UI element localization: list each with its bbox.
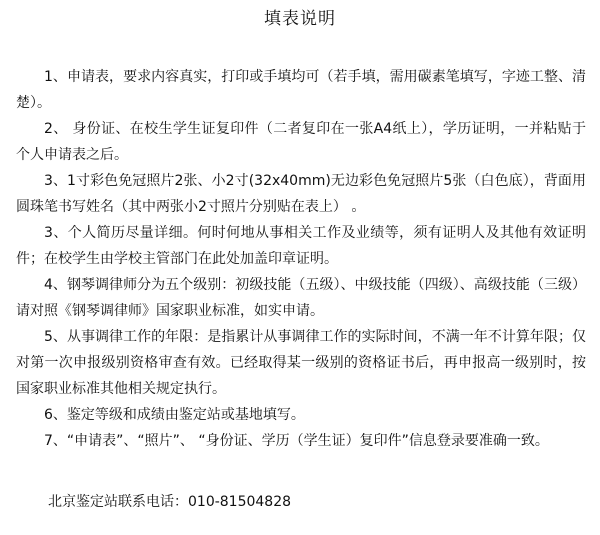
instruction-item: 6、鉴定等级和成绩由鉴定站或基地填写。 bbox=[44, 407, 305, 423]
contact-phone-line: 北京鉴定站联系电话：010-81504828 bbox=[48, 494, 292, 510]
instruction-item: 1、申请表，要求内容真实，打印或手填均可（若手填，需用碳素笔填写，字迹工整、清楚）。 bbox=[16, 69, 586, 111]
instruction-item: 3、1寸彩色免冠照片2张、小2寸(32x40mm)无边彩色免冠照片5张（白色底），背面用圆珠笔书写姓名（其中两张小2寸照片分别贴在表上） 。 bbox=[16, 173, 586, 215]
instruction-item: 4、钢琴调律师分为五个级别：初级技能（五级）、中级技能（四级）、高级技能（三级）请对照《钢琴调律师》国家职业标准，如实申请。 bbox=[16, 277, 586, 319]
instruction-item: 7、“申请表”、“照片”、 “身份证、学历（学生证）复印件”信息登录要准确一致。 bbox=[44, 433, 549, 449]
page-title: 填表说明 bbox=[264, 9, 336, 29]
instruction-list bbox=[16, 64, 586, 454]
instruction-item: 3、个人简历尽量详细。何时何地从事相关工作及业绩等，须有证明人及其他有效证明件；在校学生由学校主管部门在此处加盖印章证明。 bbox=[16, 225, 586, 267]
instruction-item: 2、 身份证、在校生学生证复印件（二者复印在一张A4纸上），学历证明，一并粘贴于个人申请表之后。 bbox=[16, 121, 586, 163]
instruction-item: 5、从事调律工作的年限：是指累计从事调律工作的实际时间，不满一年不计算年限；仅对第一次申报级别资格审查有效。已经取得某一级别的资格证书后，再申报高一级别时，按国家职业标准其他相关规定执行。 bbox=[16, 329, 586, 397]
